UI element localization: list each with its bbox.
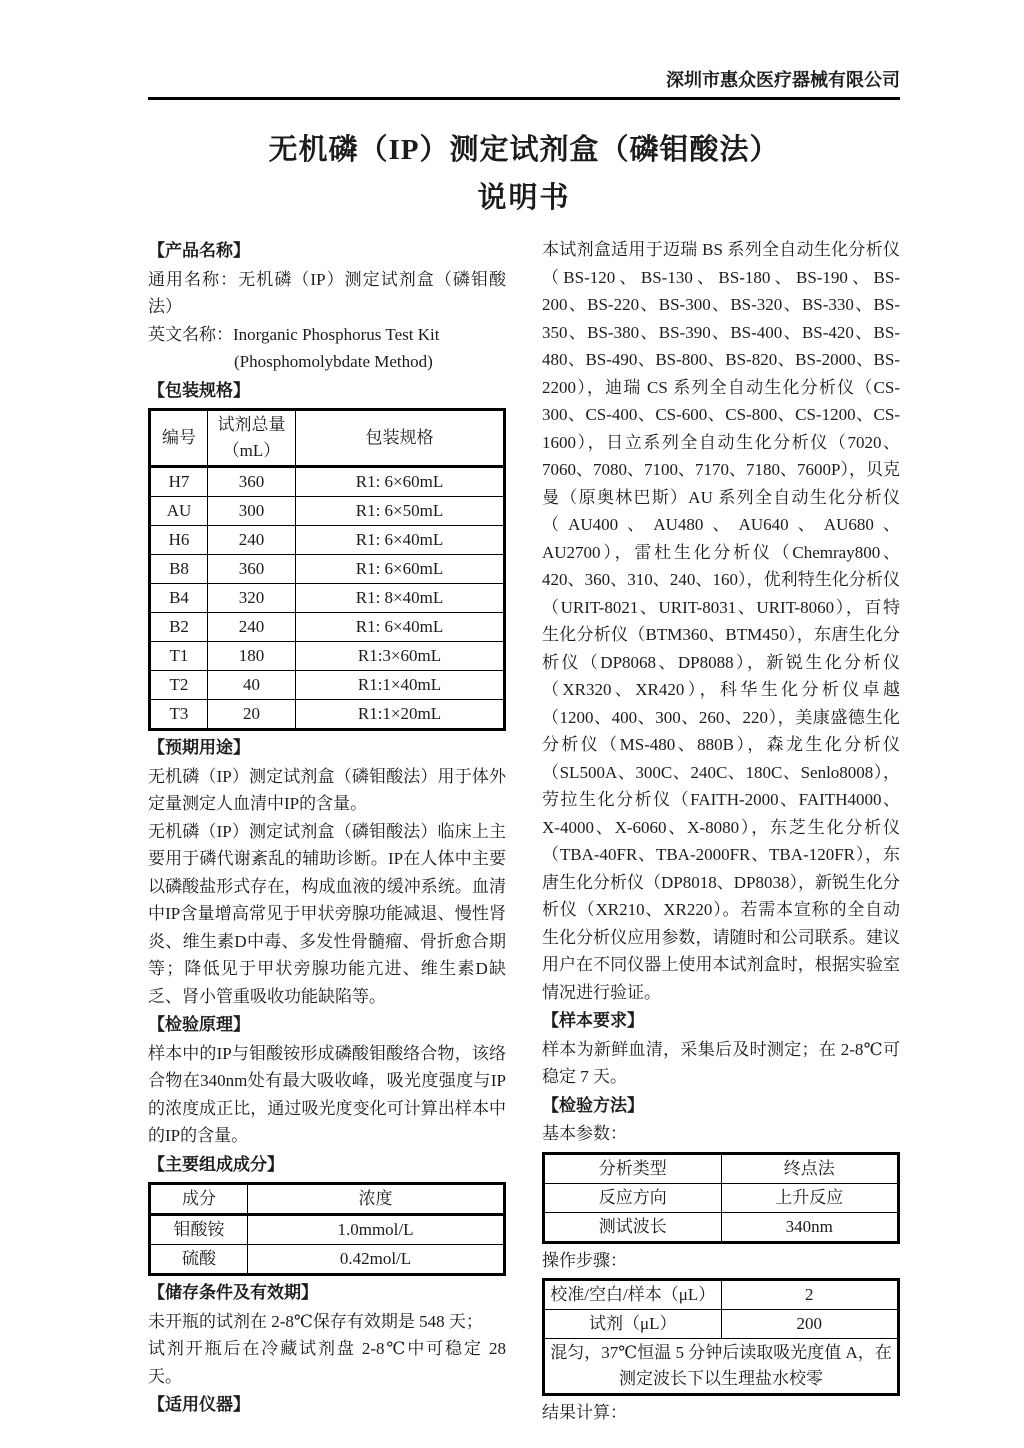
table-row bbox=[150, 700, 505, 730]
table-cell: H6 bbox=[150, 526, 208, 555]
table-cell: 360 bbox=[208, 555, 296, 584]
table-header-row bbox=[150, 410, 505, 467]
table-row bbox=[150, 613, 505, 642]
table-cell: 终点法 bbox=[721, 1153, 899, 1183]
table-cell: 240 bbox=[208, 613, 296, 642]
table-row bbox=[150, 526, 505, 555]
document-subtitle: 说明书 bbox=[477, 182, 571, 214]
section-heading-method: 【检验方法】 bbox=[542, 1095, 644, 1115]
section-heading-product-name: 【产品名称】 bbox=[148, 241, 250, 260]
table-cell: R1:1×20mL bbox=[296, 700, 505, 730]
table-cell: R1: 6×50mL bbox=[296, 497, 505, 526]
intended-use-paragraph-1: 无机磷（IP）测定试剂盒（磷钼酸法）用于体外定量测定人血清中IP的含量。 bbox=[148, 766, 506, 813]
table-row bbox=[150, 642, 505, 671]
table-cell: 试剂（μL） bbox=[544, 1310, 722, 1339]
section-heading-instruments: 【适用仪器】 bbox=[148, 1395, 250, 1414]
principle-paragraph: 样本中的IP与钼酸铵形成磷酸钼酸络合物，该络合物在340nm处有最大吸收峰，吸光度强度与IP的浓度成正比，通过吸光度变化可计算出样本中的IP的含量。 bbox=[148, 1043, 506, 1145]
packaging-col-total bbox=[208, 410, 296, 467]
basic-params-table bbox=[542, 1152, 900, 1244]
basic-params-label: 基本参数： bbox=[542, 1124, 627, 1143]
table-cell: 40 bbox=[208, 671, 296, 700]
table-row bbox=[150, 671, 505, 700]
table-cell: 20 bbox=[208, 700, 296, 730]
table-cell: 180 bbox=[208, 642, 296, 671]
product-english-name-cont: (Phosphomolybdate Method) bbox=[234, 352, 433, 371]
table-cell: H7 bbox=[150, 467, 208, 497]
table-row bbox=[544, 1153, 899, 1183]
table-header-row bbox=[150, 1184, 505, 1215]
table-cell: R1: 6×40mL bbox=[296, 526, 505, 555]
table-cell: B8 bbox=[150, 555, 208, 584]
sample-paragraph: 样本为新鲜血清，采集后及时测定；在 2-8℃可稳定 7 天。 bbox=[542, 1039, 900, 1086]
table-row bbox=[150, 497, 505, 526]
section-heading-components: 【主要组成成分】 bbox=[148, 1154, 284, 1174]
table-cell: R1: 6×60mL bbox=[296, 555, 505, 584]
two-column-body bbox=[148, 236, 900, 1427]
section-heading-intended-use: 【预期用途】 bbox=[148, 738, 250, 757]
table-cell: 240 bbox=[208, 526, 296, 555]
table-cell: R1: 6×40mL bbox=[296, 613, 505, 642]
packaging-col-spec: 包装规格 bbox=[296, 410, 505, 467]
intended-use-paragraph-2: 无机磷（IP）测定试剂盒（磷钼酸法）临床上主要用于磷代谢紊乱的辅助诊断。IP在人体中主要以磷酸盐形式存在，构成血液的缓冲系统。血清中IP含量增高常见于甲状旁腺功能减退、慢性肾炎、维生素D中毒、多发性骨髓瘤、骨折愈合期等；降低见于甲状旁腺功能亢进、维生素D缺乏、肾小管重吸收功能缺陷等。 bbox=[148, 821, 506, 1006]
applicable-instruments-paragraph: 本试剂盒适用于迈瑞 BS 系列全自动生化分析仪（BS-120、BS-130、BS-180、BS-190、BS-200、BS-220、BS-300、BS-320、BS-330、BS-350、BS-380、BS-390、BS-400、BS-420、BS-480、BS-490、BS-800、BS-820、BS-2000、BS-2200），迪瑞 CS 系列全自动生化分析仪（CS-300、CS-400、CS-600、CS-800、CS-1200、CS-1600），日立系列全自动生化分析仪（7020、7060、7080、7100、7170、7180、7600P），贝克曼（原奥林巴斯）AU 系列全自动生化分析仪（AU400、AU480、AU640、AU680、AU2700），雷杜生化分析仪（Chemray800、420、360、310、240、160），优利特生化分析仪（URIT-8021、URIT-8031、URIT-8060），百特生化分析仪（BTM360、BTM450），东唐生化分析仪（DP8068、DP8088），新锐生化分析仪（XR320、XR420），科华生化分析仪卓越（1200、400、300、260、220），美康盛德生化分析仪（MS-480、880B），森龙生化分析仪（SL500A、300C、240C、180C、Senlo8008），劳拉生化分析仪（FAITH-2000、FAITH4000、X-4000、X-6060、X-8080），东芝生化分析仪（TBA-40FR、TBA-2000FR、TBA-120FR），东唐生化分析仪（DP8018、DP8038），新锐生化分析仪（XR210、XR220）。若需本宣称的全自动生化分析仪应用参数，请随时和公司联系。建议用户在不同仪器上使用本试剂盒时，根据实验室情况进行验证。 bbox=[542, 240, 900, 1002]
table-row bbox=[544, 1280, 899, 1310]
packaging-col-id: 编号 bbox=[150, 410, 208, 467]
right-column bbox=[542, 236, 900, 1427]
table-row bbox=[544, 1310, 899, 1339]
components-col-concentration: 浓度 bbox=[248, 1184, 505, 1215]
steps-label: 操作步骤： bbox=[542, 1250, 627, 1270]
table-cell: 反应方向 bbox=[544, 1183, 722, 1212]
packaging-col-total-line1: 试剂总量 bbox=[217, 415, 286, 434]
table-cell: R1:3×60mL bbox=[296, 642, 505, 671]
table-row bbox=[150, 467, 505, 497]
table-cell: T2 bbox=[150, 671, 208, 700]
table-cell: B4 bbox=[150, 584, 208, 613]
result-calculation-label: 结果计算： bbox=[542, 1403, 627, 1422]
table-cell: 测试波长 bbox=[544, 1212, 722, 1242]
packaging-table bbox=[148, 408, 506, 731]
document-title: 无机磷（IP）测定试剂盒（磷钼酸法） bbox=[268, 134, 780, 166]
table-cell: 钼酸铵 bbox=[150, 1215, 248, 1245]
table-cell: B2 bbox=[150, 613, 208, 642]
table-cell: 320 bbox=[208, 584, 296, 613]
table-cell: 300 bbox=[208, 497, 296, 526]
components-col-component: 成分 bbox=[150, 1184, 248, 1215]
header-company-name: 深圳市惠众医疗器械有限公司 bbox=[148, 68, 900, 100]
left-column bbox=[148, 236, 506, 1427]
table-cell: 硫酸 bbox=[150, 1245, 248, 1275]
table-cell: R1: 6×60mL bbox=[296, 467, 505, 497]
operation-steps-table bbox=[542, 1278, 900, 1396]
section-heading-packaging: 【包装规格】 bbox=[148, 380, 250, 400]
section-heading-principle: 【检验原理】 bbox=[148, 1015, 250, 1034]
table-cell: T3 bbox=[150, 700, 208, 730]
table-row bbox=[150, 555, 505, 584]
storage-line-1: 未开瓶的试剂在 2-8℃保存有效期是 548 天； bbox=[148, 1311, 483, 1331]
table-cell: R1:1×40mL bbox=[296, 671, 505, 700]
table-row bbox=[150, 1245, 505, 1275]
steps-note-cell: 混匀，37℃恒温 5 分钟后读取吸光度值 A，在测定波长下以生理盐水校零 bbox=[544, 1339, 899, 1395]
table-row bbox=[544, 1212, 899, 1242]
table-cell: 340nm bbox=[721, 1212, 899, 1242]
table-cell: 0.42mol/L bbox=[248, 1245, 505, 1275]
table-row bbox=[544, 1183, 899, 1212]
section-heading-storage: 【储存条件及有效期】 bbox=[148, 1283, 318, 1302]
table-cell: R1: 8×40mL bbox=[296, 584, 505, 613]
storage-line-2: 试剂开瓶后在冷藏试剂盘 2-8℃中可稳定 28 天。 bbox=[148, 1339, 506, 1386]
table-cell: 1.0mmol/L bbox=[248, 1215, 505, 1245]
table-cell: 360 bbox=[208, 467, 296, 497]
table-cell: 校准/空白/样本（μL） bbox=[544, 1280, 722, 1310]
table-note-row bbox=[544, 1339, 899, 1395]
components-table bbox=[148, 1182, 506, 1276]
table-row bbox=[150, 584, 505, 613]
table-cell: T1 bbox=[150, 642, 208, 671]
product-generic-name: 通用名称：无机磷（IP）测定试剂盒（磷钼酸法） bbox=[148, 269, 506, 316]
section-heading-sample: 【样本要求】 bbox=[542, 1011, 644, 1030]
table-cell: 2 bbox=[721, 1280, 899, 1310]
table-cell: 上升反应 bbox=[721, 1183, 899, 1212]
table-cell: AU bbox=[150, 497, 208, 526]
table-cell: 200 bbox=[721, 1310, 899, 1339]
product-english-name: 英文名称：Inorganic Phosphorus Test Kit bbox=[148, 324, 440, 344]
table-cell: 分析类型 bbox=[544, 1153, 722, 1183]
packaging-col-total-line2: （mL） bbox=[222, 441, 281, 460]
table-row bbox=[150, 1215, 505, 1245]
